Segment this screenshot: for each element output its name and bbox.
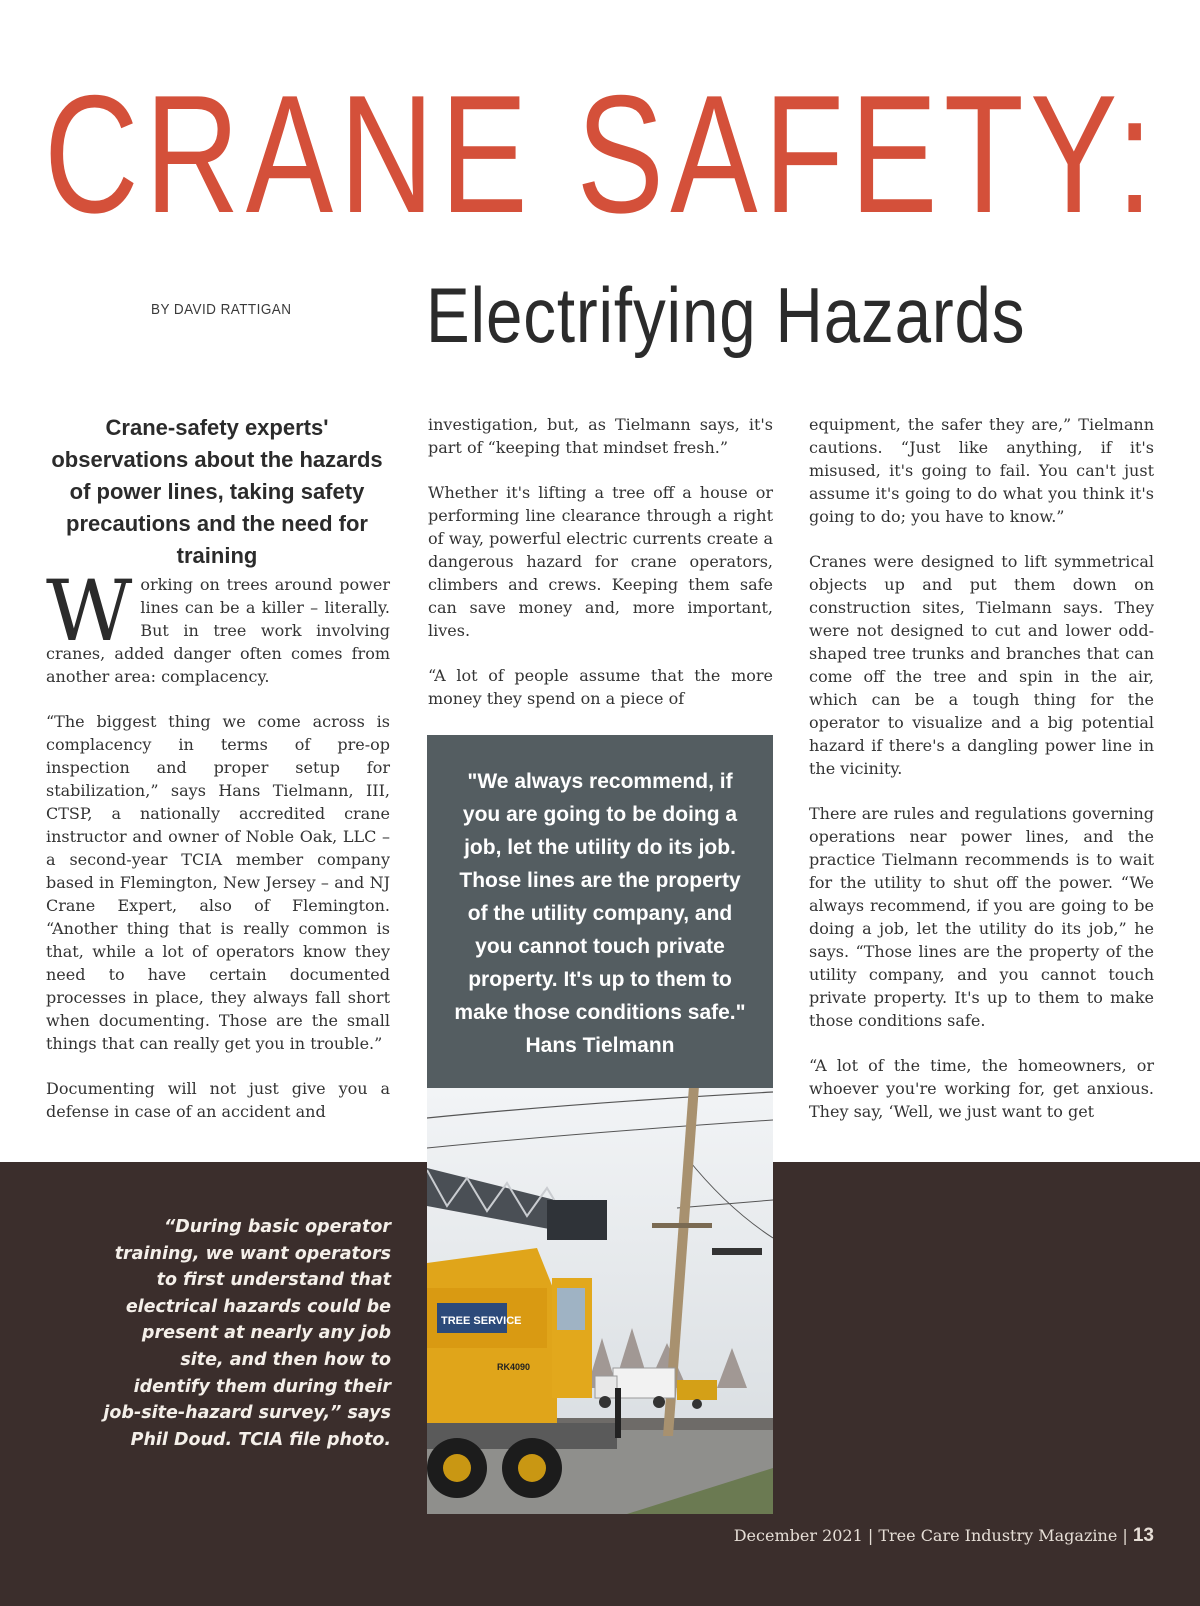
paragraph: There are rules and regulations governing operations near power lines, and the practice Tielmann recommends is to wait for the utility to shut off the power. “We always recommend, if you are going to be doing a job, let the utility do its job,” he says. “Those lines are the property of the utility company, and you cannot touch private property. It's up to them to make those conditions safe. [809,804,1154,1030]
pull-quote-attribution: Hans Tielmann [525,1034,675,1057]
paragraph: investigation, but, as Tielmann says, it's part of “keeping that mindset fresh.” [428,415,773,457]
issue-line: December 2021 | Tree Care Industry Magazine | [733,1526,1128,1545]
text-column-1 [46,562,390,1145]
byline: BY DAVID RATTIGAN [151,301,292,318]
paragraph: “A lot of the time, the homeowners, or whoever you're working for, get anxious. They say, ‘Well, we just want to get [809,1056,1154,1121]
drop-cap: W [46,562,133,660]
paragraph: “The biggest thing we come across is complacency in terms of pre-op inspection and proper setup for stabilization,” says Hans Tielmann, III, CTSP, a nationally accredited crane instructor and owner of Noble Oak, LLC – a second-year TCIA member company based in Flemington, New Jersey – and NJ Crane Expert, also of Flemington. “Another thing that is really common is that, while a lot of operators know they need to have certain documented processes in place, they always fall short when documenting. Those are the small things that can really get you in trouble.” [46,712,390,1053]
paragraph: Cranes were designed to lift symmetrical objects up and put them down on construction sites, Tielmann says. They were not designed to cut and lower odd-shaped tree trunks and branches that can come off the tree and spin in the air, which can be a tough thing for the operator to visualize and a big potential hazard if there's a dangling power line in the vicinity. [809,552,1154,778]
pull-quote-text: "We always recommend, if you are going to be doing a job, let the utility do its job. Those lines are the property of the utility company, and you cannot touch private property. It's up to them to make those conditions safe." [454,770,746,1024]
article-deck: Crane-safety experts' observations about the hazards of power lines, taking safety precautions and the need for training [51,415,383,568]
text-column-3 [809,413,1154,1145]
page-number: 13 [1132,1525,1154,1546]
text-column-2 [428,413,773,732]
article-title: CRANE SAFETY: [44,60,1160,248]
photo-caption: “During basic operator training, we want operators to first understand that electrical hazards could be present at nearly any job site, and then how to identify them during their job-site-hazard survey,” says Phil Doud. TCIA file photo. [103,1217,391,1450]
paragraph: Whether it's lifting a tree off a house or performing line clearance through a right of way, powerful electric currents create a dangerous hazard for crane operators, climbers and crews. Keeping them safe can save money and, more important, lives. [428,483,773,640]
page-footer [734,1525,1154,1547]
paragraph: Documenting will not just give you a defense in case of an accident and [46,1079,390,1121]
crane-truck-illustration [427,1088,773,1514]
truck-id-text: RK4090 [497,1362,531,1372]
paragraph: equipment, the safer they are,” Tielmann cautions. “Just like anything, if it's misused, it's going to fail. You can't just assume it's going to do what you think it's going to do; you have to know.” [809,415,1154,526]
paragraph: Working on trees around power lines can be a killer – literally. But in tree work involving cranes, added danger often comes from another area: complacency. [46,562,390,686]
pull-quote [427,735,773,1088]
crane-truck-photo [427,1088,773,1514]
article-subtitle: Electrifying Hazards [426,271,1026,359]
paragraph: “A lot of people assume that the more money they spend on a piece of [428,666,773,708]
truck-brand-text: TREE SERVICE [441,1315,522,1327]
